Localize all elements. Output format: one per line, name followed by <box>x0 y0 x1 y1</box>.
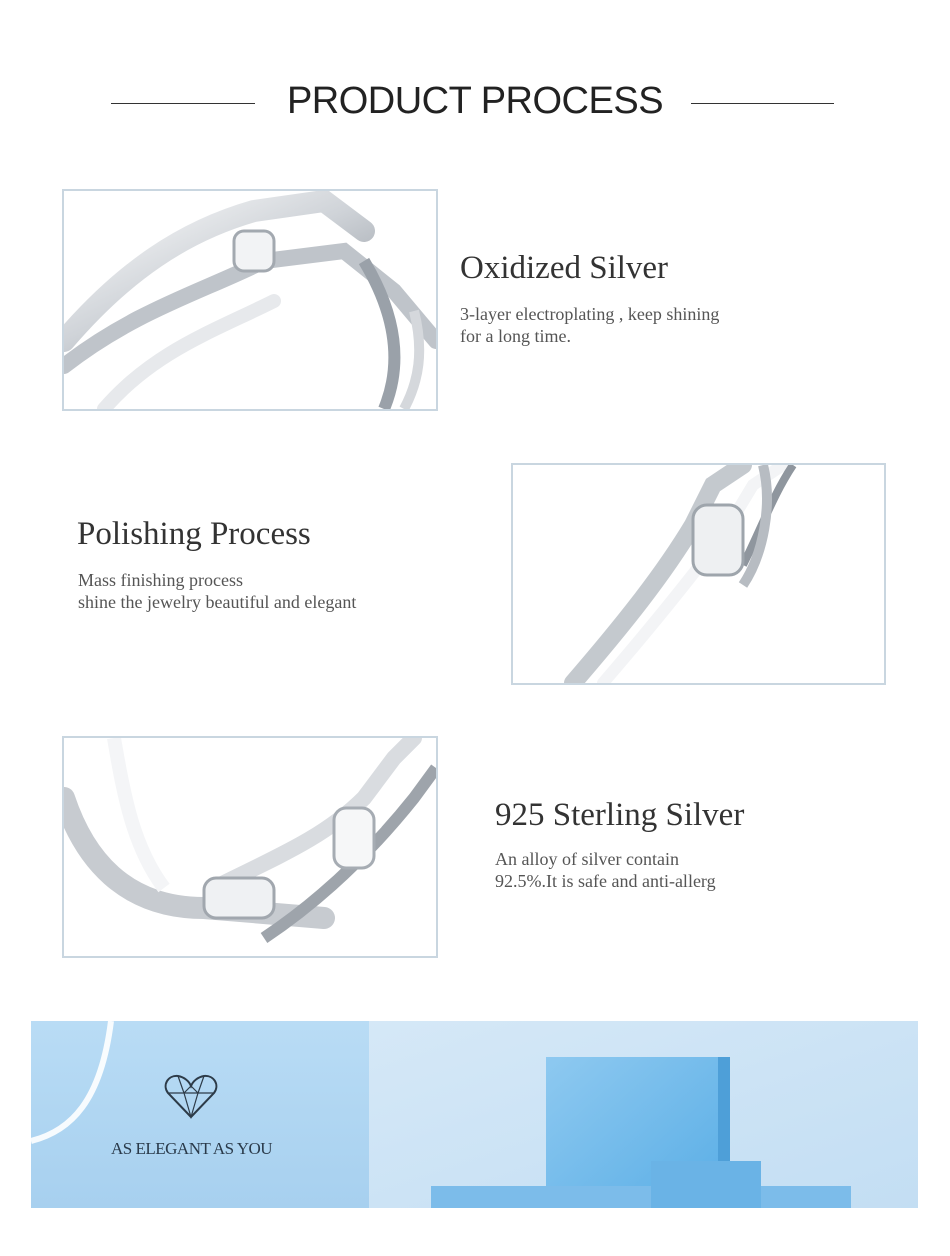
silver-chain-ring-closeup-3 <box>64 738 436 956</box>
section-heading-oxidized-silver: Oxidized Silver <box>460 250 669 286</box>
desc-line: shine the jewelry beautiful and elegant <box>78 592 357 612</box>
product-image-oxidized-silver <box>62 189 438 411</box>
section-desc-sterling-silver <box>495 848 716 892</box>
desc-line: for a long time. <box>460 326 571 346</box>
desc-line: An alloy of silver contain <box>495 849 679 869</box>
section-desc-oxidized-silver <box>460 303 719 347</box>
header-rule-right <box>691 103 834 104</box>
silver-chain-ring-closeup-1 <box>64 191 436 409</box>
section-desc-polishing-process <box>78 569 356 613</box>
silver-chain-ring-closeup-2 <box>513 465 884 683</box>
heart-diamond-icon <box>164 1073 218 1121</box>
desc-line: 3-layer electroplating , keep shining <box>460 304 720 324</box>
product-image-sterling-silver <box>62 736 438 958</box>
desc-line: 92.5%.It is safe and anti-allerg <box>495 871 716 891</box>
brand-banner <box>31 1021 918 1208</box>
banner-tagline: AS ELEGANT AS YOU <box>111 1139 273 1158</box>
section-heading-sterling-silver: 925 Sterling Silver <box>495 797 745 833</box>
desc-line: Mass finishing process <box>78 570 243 590</box>
page-title: PRODUCT PROCESS <box>286 80 664 122</box>
product-image-polishing-process <box>511 463 886 685</box>
section-heading-polishing-process: Polishing Process <box>77 516 311 552</box>
